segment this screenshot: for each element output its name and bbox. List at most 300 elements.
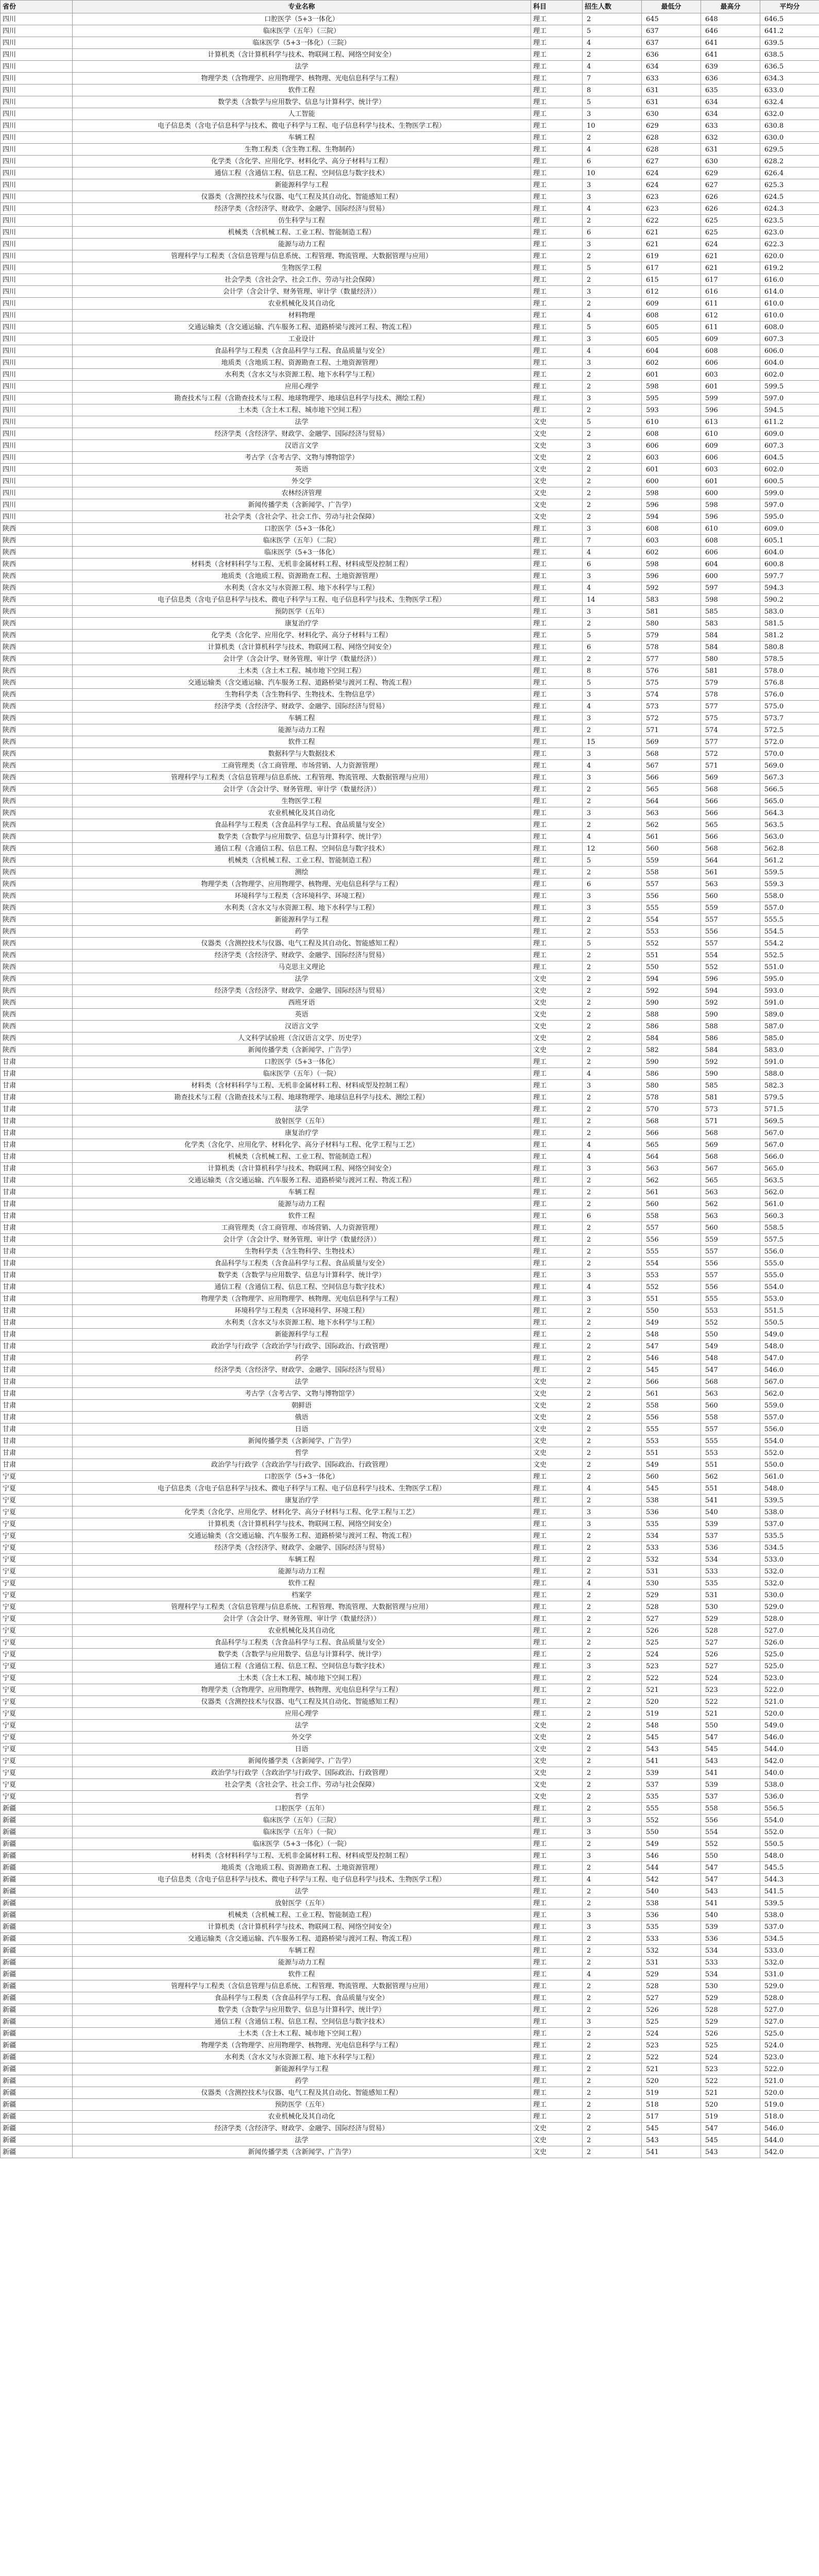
table-row [1,1708,819,1720]
cell-min-score: 560 [642,843,701,855]
table-row [1,144,819,156]
cell-max-score: 561 [701,867,760,878]
cell-major: 工商管理类（含工商管理、市场营销、人力资源管理） [73,760,531,772]
table-row [1,1269,819,1281]
cell-major: 水利类（含水文与水资源工程、地下水科学与工程） [73,1317,531,1329]
cell-enrollment: 4 [583,1068,642,1080]
table-row [1,1815,819,1826]
cell-province: 新疆 [1,1862,73,1874]
cell-subject: 理工 [531,713,583,724]
cell-max-score: 621 [701,250,760,262]
cell-subject: 理工 [531,203,583,215]
table-row [1,1933,819,1945]
cell-province: 甘肃 [1,1364,73,1376]
cell-major: 交通运输类（含交通运输、汽车服务工程、道路桥梁与渡河工程、物流工程） [73,321,531,333]
table-row [1,511,819,523]
cell-avg-score: 562.8 [760,843,819,855]
cell-min-score: 624 [642,179,701,191]
cell-avg-score: 599.0 [760,487,819,499]
cell-enrollment: 2 [583,1897,642,1909]
cell-province: 四川 [1,286,73,298]
cell-max-score: 526 [701,1649,760,1660]
cell-min-score: 605 [642,321,701,333]
cell-subject: 文史 [531,428,583,440]
table-row [1,1850,819,1862]
cell-avg-score: 526.0 [760,1637,819,1649]
table-row [1,2052,819,2063]
cell-subject: 理工 [531,1258,583,1269]
cell-major: 新闻传播学类（含新闻学、广告学） [73,2146,531,2158]
cell-avg-score: 554.0 [760,1281,819,1293]
cell-avg-score: 525.0 [760,1649,819,1660]
cell-avg-score: 572.0 [760,736,819,748]
cell-min-score: 623 [642,191,701,203]
cell-enrollment: 2 [583,1554,642,1566]
cell-max-score: 600 [701,570,760,582]
cell-subject: 理工 [531,1969,583,1980]
cell-avg-score: 561.2 [760,855,819,867]
cell-major: 临床医学（5+3一体化）（三院） [73,37,531,49]
table-row [1,1909,819,1921]
cell-subject: 理工 [531,1708,583,1720]
cell-major: 法学 [73,1886,531,1897]
table-row [1,1838,819,1850]
table-row [1,1767,819,1779]
cell-province: 四川 [1,476,73,487]
cell-major: 临床医学（五年）（三院） [73,25,531,37]
table-row [1,1483,819,1495]
cell-min-score: 550 [642,1305,701,1317]
cell-min-score: 525 [642,2016,701,2028]
cell-enrollment: 5 [583,321,642,333]
cell-min-score: 521 [642,2063,701,2075]
table-row [1,902,819,914]
cell-min-score: 634 [642,61,701,73]
table-row [1,428,819,440]
cell-avg-score: 583.0 [760,1044,819,1056]
cell-province: 陕西 [1,713,73,724]
cell-avg-score: 624.5 [760,191,819,203]
table-row [1,950,819,961]
cell-min-score: 633 [642,73,701,84]
cell-province: 宁夏 [1,1578,73,1589]
cell-avg-score: 542.0 [760,2146,819,2158]
cell-enrollment: 2 [583,950,642,961]
cell-max-score: 613 [701,416,760,428]
cell-major: 食品科学与工程类（含食品科学与工程、食品质量与安全） [73,1258,531,1269]
cell-max-score: 588 [701,1021,760,1032]
cell-min-score: 522 [642,2052,701,2063]
cell-avg-score: 604.0 [760,357,819,369]
cell-major: 车辆工程 [73,1187,531,1198]
cell-max-score: 531 [701,1589,760,1601]
cell-min-score: 595 [642,393,701,404]
cell-enrollment: 2 [583,1992,642,2004]
table-row [1,1992,819,2004]
cell-max-score: 534 [701,1945,760,1957]
cell-max-score: 580 [701,653,760,665]
cell-max-score: 610 [701,428,760,440]
cell-min-score: 601 [642,464,701,476]
cell-min-score: 542 [642,1874,701,1886]
cell-subject: 理工 [531,1637,583,1649]
cell-province: 陕西 [1,594,73,606]
cell-enrollment: 2 [583,1009,642,1021]
table-row [1,1234,819,1246]
cell-avg-score: 541.5 [760,1886,819,1897]
cell-min-score: 629 [642,120,701,132]
cell-enrollment: 2 [583,1258,642,1269]
table-row [1,558,819,570]
cell-max-score: 592 [701,997,760,1009]
cell-enrollment: 8 [583,665,642,677]
cell-max-score: 633 [701,120,760,132]
table-row [1,2123,819,2134]
cell-subject: 理工 [531,1329,583,1341]
cell-subject: 理工 [531,1305,583,1317]
cell-subject: 理工 [531,748,583,760]
cell-subject: 文史 [531,1459,583,1471]
cell-avg-score: 525.0 [760,1660,819,1672]
cell-enrollment: 6 [583,1210,642,1222]
cell-min-score: 604 [642,345,701,357]
cell-max-score: 585 [701,606,760,618]
cell-avg-score: 530.0 [760,1589,819,1601]
cell-min-score: 603 [642,452,701,464]
cell-subject: 理工 [531,1163,583,1175]
table-row [1,1803,819,1815]
cell-enrollment: 2 [583,1376,642,1388]
cell-avg-score: 532.0 [760,1578,819,1589]
cell-enrollment: 2 [583,2052,642,2063]
cell-subject: 文史 [531,1743,583,1755]
table-row [1,215,819,227]
cell-min-score: 547 [642,1341,701,1352]
table-row [1,1341,819,1352]
cell-major: 法学 [73,1720,531,1732]
table-row [1,1684,819,1696]
cell-subject: 文史 [531,452,583,464]
cell-enrollment: 2 [583,1945,642,1957]
cell-major: 放射医学（五年） [73,1897,531,1909]
table-row [1,1317,819,1329]
cell-subject: 理工 [531,1578,583,1589]
cell-major: 能源与动力工程 [73,1957,531,1969]
cell-max-score: 594 [701,985,760,997]
cell-subject: 理工 [531,144,583,156]
cell-subject: 文史 [531,997,583,1009]
cell-province: 四川 [1,179,73,191]
cell-enrollment: 3 [583,108,642,120]
cell-major: 经济学类（含经济学、财政学、金融学、国际经济与贸易） [73,950,531,961]
cell-major: 英语 [73,464,531,476]
cell-province: 宁夏 [1,1483,73,1495]
cell-province: 四川 [1,369,73,381]
cell-province: 宁夏 [1,1743,73,1755]
cell-subject: 理工 [531,926,583,938]
cell-max-score: 610 [701,523,760,535]
cell-province: 甘肃 [1,1127,73,1139]
cell-province: 新疆 [1,2123,73,2134]
cell-max-score: 522 [701,2075,760,2087]
cell-min-score: 572 [642,713,701,724]
cell-avg-score: 599.5 [760,381,819,393]
cell-enrollment: 2 [583,819,642,831]
cell-avg-score: 539.5 [760,1897,819,1909]
cell-province: 四川 [1,108,73,120]
table-row [1,2146,819,2158]
cell-max-score: 541 [701,1897,760,1909]
cell-major: 交通运输类（含交通运输、汽车服务工程、道路桥梁与渡河工程、物流工程） [73,677,531,689]
cell-province: 甘肃 [1,1435,73,1447]
cell-enrollment: 2 [583,1767,642,1779]
cell-province: 陕西 [1,653,73,665]
cell-max-score: 586 [701,1032,760,1044]
cell-avg-score: 595.0 [760,973,819,985]
cell-max-score: 608 [701,345,760,357]
cell-max-score: 626 [701,191,760,203]
cell-enrollment: 2 [583,1056,642,1068]
cell-enrollment: 3 [583,1660,642,1672]
cell-min-score: 630 [642,108,701,120]
cell-avg-score: 555.0 [760,1258,819,1269]
table-row [1,416,819,428]
header-avg-score: 平均分 [760,1,819,13]
cell-enrollment: 2 [583,1198,642,1210]
cell-enrollment: 2 [583,1044,642,1056]
cell-major: 计算机类（含计算机科学与技术、物联网工程、网络空间安全） [73,1518,531,1530]
cell-major: 勘查技术与工程（含勘查技术与工程、地球物理学、地球信息科学与技术、测绘工程） [73,393,531,404]
cell-avg-score: 632.0 [760,108,819,120]
cell-subject: 理工 [531,1293,583,1305]
cell-province: 甘肃 [1,1341,73,1352]
cell-province: 新疆 [1,1874,73,1886]
cell-max-score: 562 [701,1471,760,1483]
cell-min-score: 594 [642,973,701,985]
cell-max-score: 540 [701,1909,760,1921]
cell-subject: 理工 [531,156,583,167]
cell-major: 俄语 [73,1412,531,1423]
cell-subject: 理工 [531,381,583,393]
cell-major: 能源与动力工程 [73,1566,531,1578]
cell-avg-score: 646.5 [760,13,819,25]
cell-max-score: 526 [701,2028,760,2040]
cell-enrollment: 2 [583,1743,642,1755]
cell-enrollment: 8 [583,84,642,96]
cell-major: 土木类（含土木工程、城市地下空间工程） [73,1672,531,1684]
cell-min-score: 561 [642,1388,701,1400]
cell-major: 水利类（含水文与水资源工程、地下水科学与工程） [73,582,531,594]
cell-max-score: 601 [701,381,760,393]
cell-avg-score: 610.0 [760,298,819,310]
cell-subject: 理工 [531,61,583,73]
cell-avg-score: 572.5 [760,724,819,736]
cell-major: 仪器类（含测控技术与仪器、电气工程及其自动化、智能感知工程） [73,191,531,203]
cell-major: 工业设计 [73,333,531,345]
table-row [1,1779,819,1791]
cell-min-score: 631 [642,96,701,108]
cell-max-score: 621 [701,262,760,274]
cell-enrollment: 2 [583,215,642,227]
cell-major: 车辆工程 [73,132,531,144]
cell-max-score: 530 [701,1601,760,1613]
cell-subject: 理工 [531,523,583,535]
cell-subject: 理工 [531,1210,583,1222]
cell-min-score: 527 [642,1613,701,1625]
cell-province: 陕西 [1,938,73,950]
cell-min-score: 580 [642,1080,701,1092]
cell-subject: 理工 [531,547,583,558]
table-row [1,748,819,760]
cell-province: 四川 [1,84,73,96]
cell-province: 新疆 [1,1992,73,2004]
table-row [1,1660,819,1672]
cell-max-score: 551 [701,1459,760,1471]
cell-province: 陕西 [1,772,73,784]
cell-min-score: 565 [642,1139,701,1151]
cell-avg-score: 630.0 [760,132,819,144]
cell-max-score: 573 [701,1104,760,1115]
cell-subject: 理工 [531,736,583,748]
cell-min-score: 601 [642,369,701,381]
cell-max-score: 581 [701,1092,760,1104]
cell-avg-score: 607.3 [760,440,819,452]
cell-province: 新疆 [1,2075,73,2087]
cell-major: 通信工程（含通信工程、信息工程、空间信息与数字技术） [73,1660,531,1672]
cell-min-score: 556 [642,1234,701,1246]
cell-avg-score: 632.4 [760,96,819,108]
cell-max-score: 534 [701,1969,760,1980]
table-row [1,1945,819,1957]
cell-max-score: 549 [701,1341,760,1352]
cell-min-score: 621 [642,239,701,250]
table-row [1,1921,819,1933]
cell-major: 物理学类（含物理学、应用物理学、核物理、光电信息科学与工程） [73,73,531,84]
cell-major: 会计学（含会计学、财务管理、审计学（数量经济）） [73,1613,531,1625]
cell-max-score: 596 [701,973,760,985]
cell-max-score: 539 [701,1921,760,1933]
cell-province: 宁夏 [1,1791,73,1803]
cell-enrollment: 7 [583,73,642,84]
cell-subject: 理工 [531,795,583,807]
cell-enrollment: 14 [583,594,642,606]
cell-province: 四川 [1,357,73,369]
cell-max-score: 530 [701,1980,760,1992]
cell-major: 物理学类（含物理学、应用物理学、核物理、光电信息科学与工程） [73,2040,531,2052]
cell-subject: 理工 [531,1495,583,1506]
cell-major: 药学 [73,2075,531,2087]
cell-avg-score: 527.0 [760,1625,819,1637]
table-row [1,641,819,653]
table-row [1,653,819,665]
cell-enrollment: 4 [583,582,642,594]
cell-avg-score: 551.0 [760,961,819,973]
cell-avg-score: 538.0 [760,1506,819,1518]
cell-subject: 理工 [531,1127,583,1139]
table-row [1,1969,819,1980]
cell-max-score: 540 [701,1506,760,1518]
table-row [1,819,819,831]
cell-enrollment: 2 [583,1649,642,1660]
cell-major: 新能源科学与工程 [73,914,531,926]
cell-min-score: 535 [642,1791,701,1803]
cell-province: 四川 [1,227,73,239]
cell-province: 甘肃 [1,1258,73,1269]
cell-province: 宁夏 [1,1542,73,1554]
cell-enrollment: 2 [583,1317,642,1329]
cell-enrollment: 2 [583,1127,642,1139]
cell-min-score: 574 [642,689,701,701]
cell-subject: 理工 [531,1483,583,1495]
cell-max-score: 609 [701,333,760,345]
table-row [1,2099,819,2111]
cell-min-score: 555 [642,1803,701,1815]
cell-avg-score: 622.3 [760,239,819,250]
cell-min-score: 581 [642,606,701,618]
table-row [1,1175,819,1187]
cell-enrollment: 2 [583,653,642,665]
cell-enrollment: 3 [583,689,642,701]
cell-max-score: 522 [701,1696,760,1708]
cell-avg-score: 518.0 [760,2111,819,2123]
cell-max-score: 578 [701,689,760,701]
cell-min-score: 582 [642,1044,701,1056]
cell-min-score: 598 [642,381,701,393]
cell-avg-score: 522.0 [760,1684,819,1696]
cell-max-score: 606 [701,452,760,464]
cell-max-score: 547 [701,2123,760,2134]
table-row [1,487,819,499]
cell-major: 地质类（含地质工程、资源勘查工程、土地资源管理） [73,570,531,582]
cell-avg-score: 534.5 [760,1933,819,1945]
cell-province: 陕西 [1,831,73,843]
cell-major: 日语 [73,1423,531,1435]
cell-avg-score: 521.0 [760,1696,819,1708]
cell-max-score: 563 [701,1187,760,1198]
cell-enrollment: 3 [583,1293,642,1305]
cell-min-score: 612 [642,286,701,298]
cell-min-score: 608 [642,523,701,535]
cell-province: 宁夏 [1,1649,73,1660]
cell-major: 数学类（含数学与应用数学、信息与计算科学、统计学） [73,1649,531,1660]
table-row [1,1388,819,1400]
cell-major: 临床医学（五年）（一院） [73,1068,531,1080]
cell-enrollment: 2 [583,1613,642,1625]
cell-subject: 理工 [531,914,583,926]
cell-province: 甘肃 [1,1423,73,1435]
cell-avg-score: 576.8 [760,677,819,689]
cell-province: 陕西 [1,701,73,713]
cell-avg-score: 576.0 [760,689,819,701]
cell-min-score: 569 [642,736,701,748]
cell-enrollment: 6 [583,641,642,653]
cell-min-score: 586 [642,1021,701,1032]
cell-avg-score: 540.0 [760,1767,819,1779]
cell-subject: 理工 [531,2111,583,2123]
cell-province: 甘肃 [1,1388,73,1400]
cell-major: 食品科学与工程类（含食品科学与工程、食品质量与安全） [73,819,531,831]
cell-subject: 理工 [531,2099,583,2111]
cell-subject: 理工 [531,594,583,606]
cell-province: 陕西 [1,748,73,760]
cell-subject: 理工 [531,227,583,239]
cell-province: 甘肃 [1,1163,73,1175]
cell-max-score: 627 [701,179,760,191]
cell-enrollment: 2 [583,1838,642,1850]
cell-max-score: 624 [701,239,760,250]
cell-avg-score: 607.3 [760,333,819,345]
table-row [1,985,819,997]
